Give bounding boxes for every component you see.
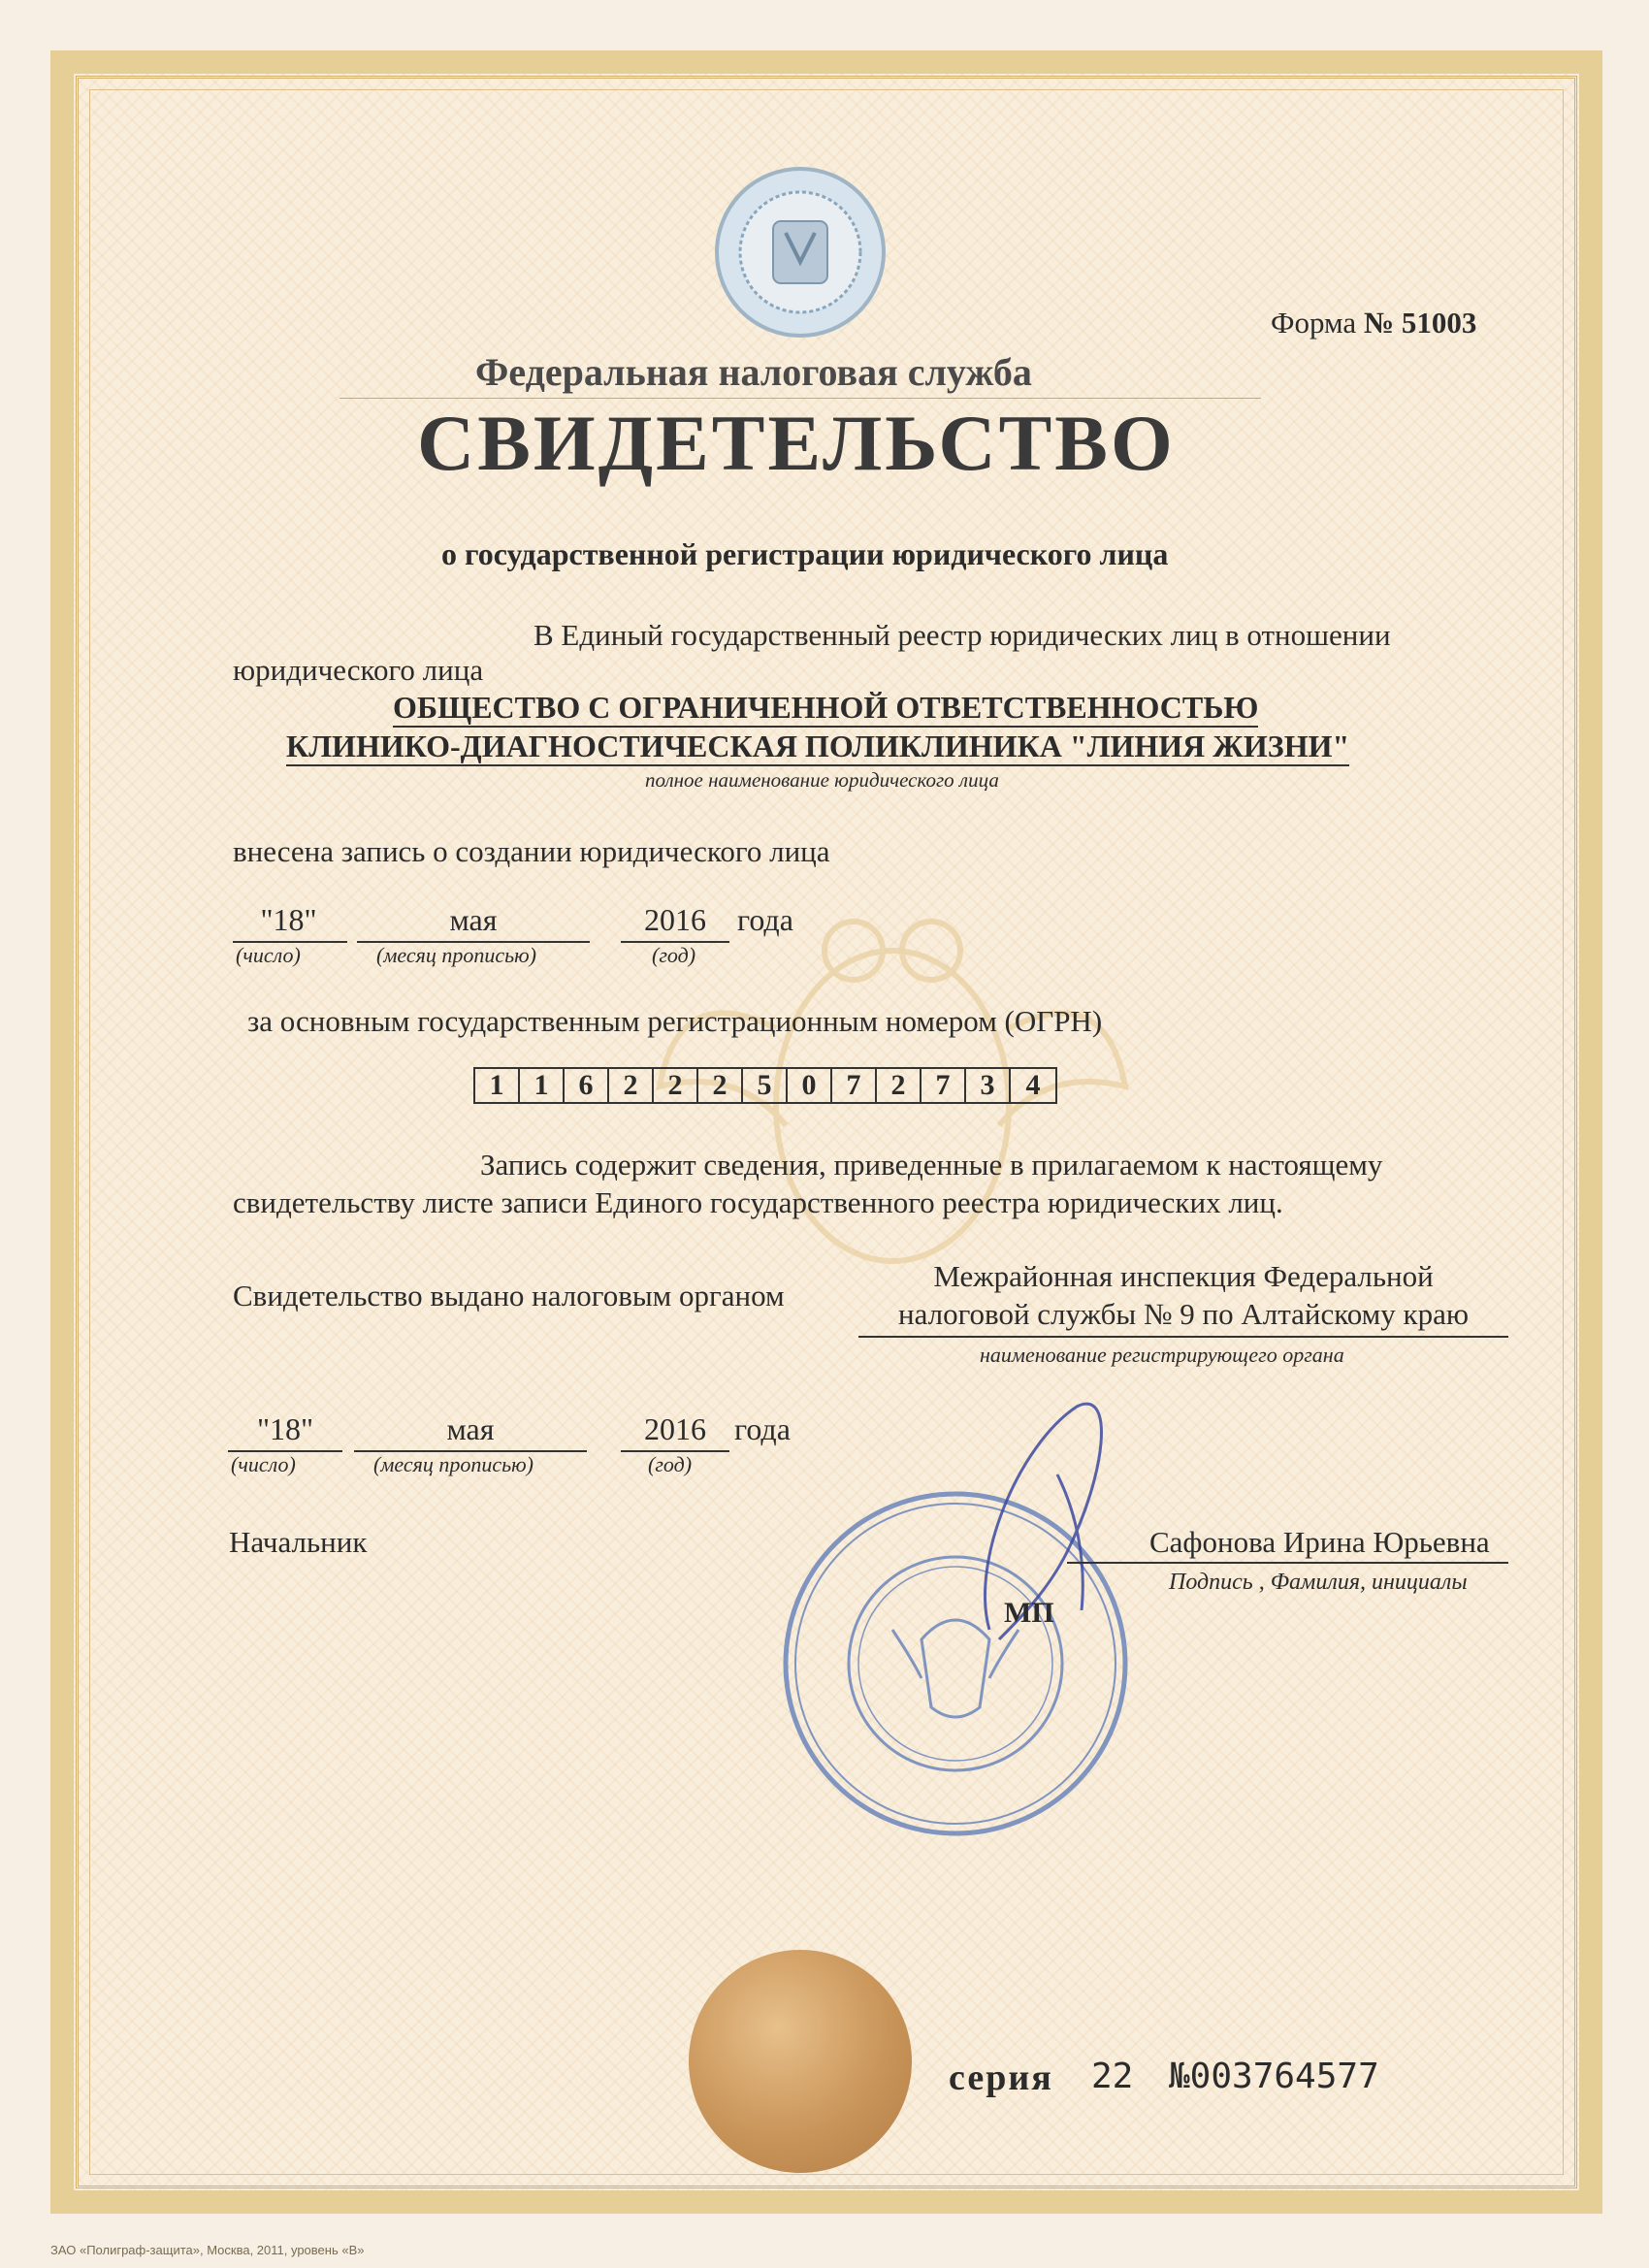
issue-date-suffix: года xyxy=(734,1411,791,1446)
signature-underline xyxy=(1067,1562,1508,1564)
document-title: СВИДЕТЕЛЬСТВО xyxy=(417,399,1176,487)
record-date-day-caption: (число) xyxy=(236,943,301,967)
entity-name-line-1: ОБЩЕСТВО С ОГРАНИЧЕННОЙ ОТВЕТСТВЕННОСТЬЮ xyxy=(393,689,1258,728)
entity-name-caption: полное наименование юридического лица xyxy=(645,768,999,792)
document-subtitle: о государственной регистрации юридического лица xyxy=(441,536,1169,571)
issue-date-month: мая xyxy=(446,1411,495,1446)
serial-number: №003764577 xyxy=(1169,2057,1379,2096)
hologram-emblem-icon xyxy=(713,165,888,340)
contents-line-1: Запись содержит сведения, приведенные в прилагаемом к настоящему xyxy=(480,1148,1383,1182)
form-number xyxy=(1271,306,1476,340)
contents-line-2: свидетельству листе записи Единого государственного реестра юридических лиц. xyxy=(233,1185,1283,1219)
ogrn-digit: 2 xyxy=(877,1069,922,1102)
record-date-suffix: года xyxy=(737,902,793,937)
issuer-underline xyxy=(858,1336,1508,1338)
series-value: 22 xyxy=(1091,2057,1134,2096)
issuer-line-2: налоговой службы № 9 по Алтайскому краю xyxy=(897,1297,1470,1331)
ogrn-digit: 2 xyxy=(698,1069,743,1102)
ogrn-digit: 4 xyxy=(1025,1069,1041,1101)
issue-date-year-caption: (год) xyxy=(648,1452,693,1476)
record-date-year: 2016 xyxy=(644,902,706,937)
form-number-value: № 51003 xyxy=(1363,306,1477,340)
issuer-line-1: Межрайонная инспекция Федеральной xyxy=(933,1259,1434,1293)
signatory-name: Сафонова Ирина Юрьевна xyxy=(1149,1525,1490,1559)
entity-name-line-2: КЛИНИКО-ДИАГНОСТИЧЕСКАЯ ПОЛИКЛИНИКА "ЛИНИЯ ЖИЗНИ" xyxy=(286,728,1349,766)
intro-line-1: В Единый государственный реестр юридических лиц в отношении xyxy=(534,618,1391,652)
issue-date-day-caption: (число) xyxy=(231,1452,296,1476)
record-date-month-caption: (месяц прописью) xyxy=(376,943,536,967)
issue-date-month-caption: (месяц прописью) xyxy=(373,1452,534,1476)
issuer-caption: наименование регистрирующего органа xyxy=(980,1343,1344,1367)
ogrn-digit: 2 xyxy=(609,1069,654,1102)
intro-line-2: юридического лица xyxy=(233,653,484,687)
ogrn-digit: 7 xyxy=(832,1069,877,1102)
stamp-place-mark: МП xyxy=(1004,1597,1054,1629)
ogrn-digit: 7 xyxy=(922,1069,966,1102)
ogrn-digit: 0 xyxy=(788,1069,832,1102)
record-date-day: "18" xyxy=(260,902,317,937)
record-date-month: мая xyxy=(449,902,498,937)
ogrn-digit: 1 xyxy=(520,1069,565,1102)
issued-by-label: Свидетельство выдано налоговым органом xyxy=(233,1279,785,1312)
ogrn-digit: 1 xyxy=(475,1069,520,1102)
series-label: серия xyxy=(949,2057,1053,2098)
ogrn-digit: 3 xyxy=(966,1069,1011,1102)
position-title: Начальник xyxy=(229,1525,368,1559)
ogrn-digit: 6 xyxy=(565,1069,609,1102)
agency-name: Федеральная налоговая служба xyxy=(475,350,1032,394)
ogrn-digit: 2 xyxy=(654,1069,698,1102)
gold-seal-icon xyxy=(689,1950,912,2173)
ogrn-digit-grid xyxy=(473,1067,1057,1104)
signatory-caption: Подпись , Фамилия, инициалы xyxy=(1169,1570,1468,1595)
record-text: внесена запись о создании юридического лица xyxy=(233,834,830,868)
ogrn-label: за основным государственным регистрационным номером (ОГРН) xyxy=(247,1004,1103,1038)
issue-date-day: "18" xyxy=(256,1411,314,1446)
record-date-year-caption: (год) xyxy=(652,943,696,967)
ogrn-digit: 5 xyxy=(743,1069,788,1102)
issue-date-year: 2016 xyxy=(644,1411,706,1446)
form-label: Форма xyxy=(1271,306,1357,340)
printer-note: ЗАО «Полиграф-защита», Москва, 2011, уровень «В» xyxy=(50,2243,365,2257)
